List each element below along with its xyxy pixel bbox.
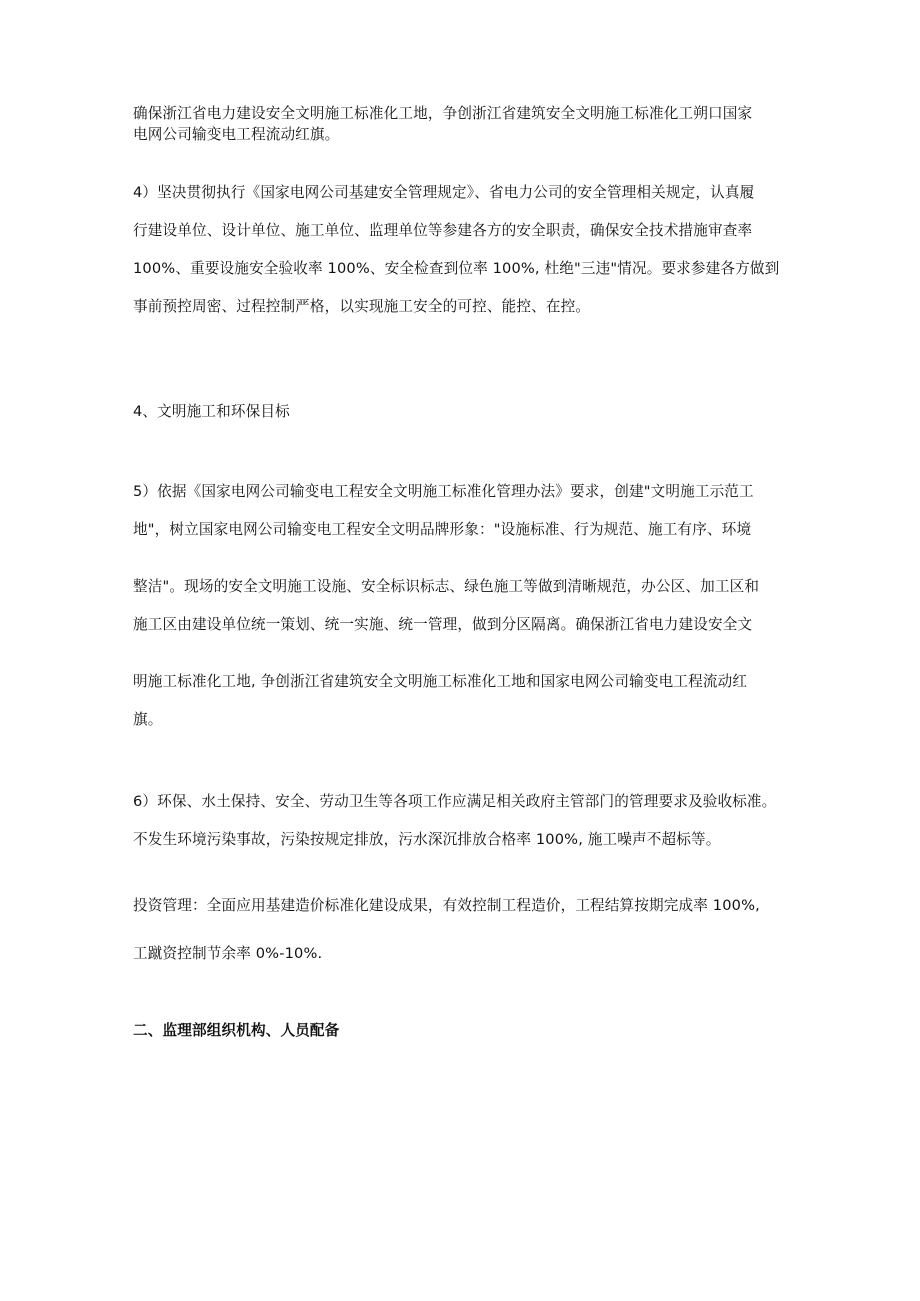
text-line: 投资管理：全面应用基建造价标准化建设成果，有效控制工程造价，工程结算按期完成率 100%, xyxy=(133,897,760,914)
text-line: 施工区由建设单位统一策划、统一实施、统一管理，做到分区隔离。确保浙江省电力建设安全文 xyxy=(133,616,753,633)
heading-text: 二、监理部组织机构、人员配备 xyxy=(133,1022,340,1039)
text-line: 100%、重要设施安全验收率 100%、安全检查到位率 100%, 杜绝"三违"情况。要求参建各方做到 xyxy=(133,260,780,277)
text-line: 工蹴资控制节余率 0%-10%. xyxy=(133,945,323,962)
text-line: 事前预控周密、过程控制严格，以实现施工安全的可控、能控、在控。 xyxy=(133,298,591,315)
text-line: 明施工标准化工地, 争创浙江省建筑安全文明施工标准化工地和国家电网公司输变电工程流动红 xyxy=(133,673,748,690)
text-line: 确保浙江省电力建设安全文明施工标准化工地，争创浙江省建筑安全文明施工标准化工朔口国家 xyxy=(133,105,753,122)
text-line: 5）依据《国家电网公司输变电工程安全文明施工标准化管理办法》要求，创建"文明施工示范工 xyxy=(133,483,754,500)
text-line: 6）环保、水土保持、安全、劳动卫生等各项工作应满足相关政府主管部门的管理要求及验收标准。 xyxy=(133,793,777,810)
text-line: 地"，树立国家电网公司输变电工程安全文明品牌形象："设施标准、行为规范、施工有序、环境 xyxy=(133,521,752,538)
text-line: 行建设单位、设计单位、施工单位、监理单位等参建各方的安全职责，确保安全技术措施审查率 xyxy=(133,222,753,239)
text-line: 4）坚决贯彻执行《国家电网公司基建安全管理规定》、省电力公司的安全管理相关规定，认真履 xyxy=(133,184,755,201)
text-line: 不发生环境污染事故，污染按规定排放，污水深沉排放合格率 100%, 施工噪声不超标等。 xyxy=(133,831,721,848)
subheading-text: 4、文明施工和环保目标 xyxy=(133,403,290,420)
text-line: 旗。 xyxy=(133,711,163,728)
text-line: 整洁"。现场的安全文明施工设施、安全标识标志、绿色施工等做到清晰规范，办公区、加工区和 xyxy=(133,578,760,595)
text-line: 电网公司输变电工程流动红旗。 xyxy=(133,126,340,143)
